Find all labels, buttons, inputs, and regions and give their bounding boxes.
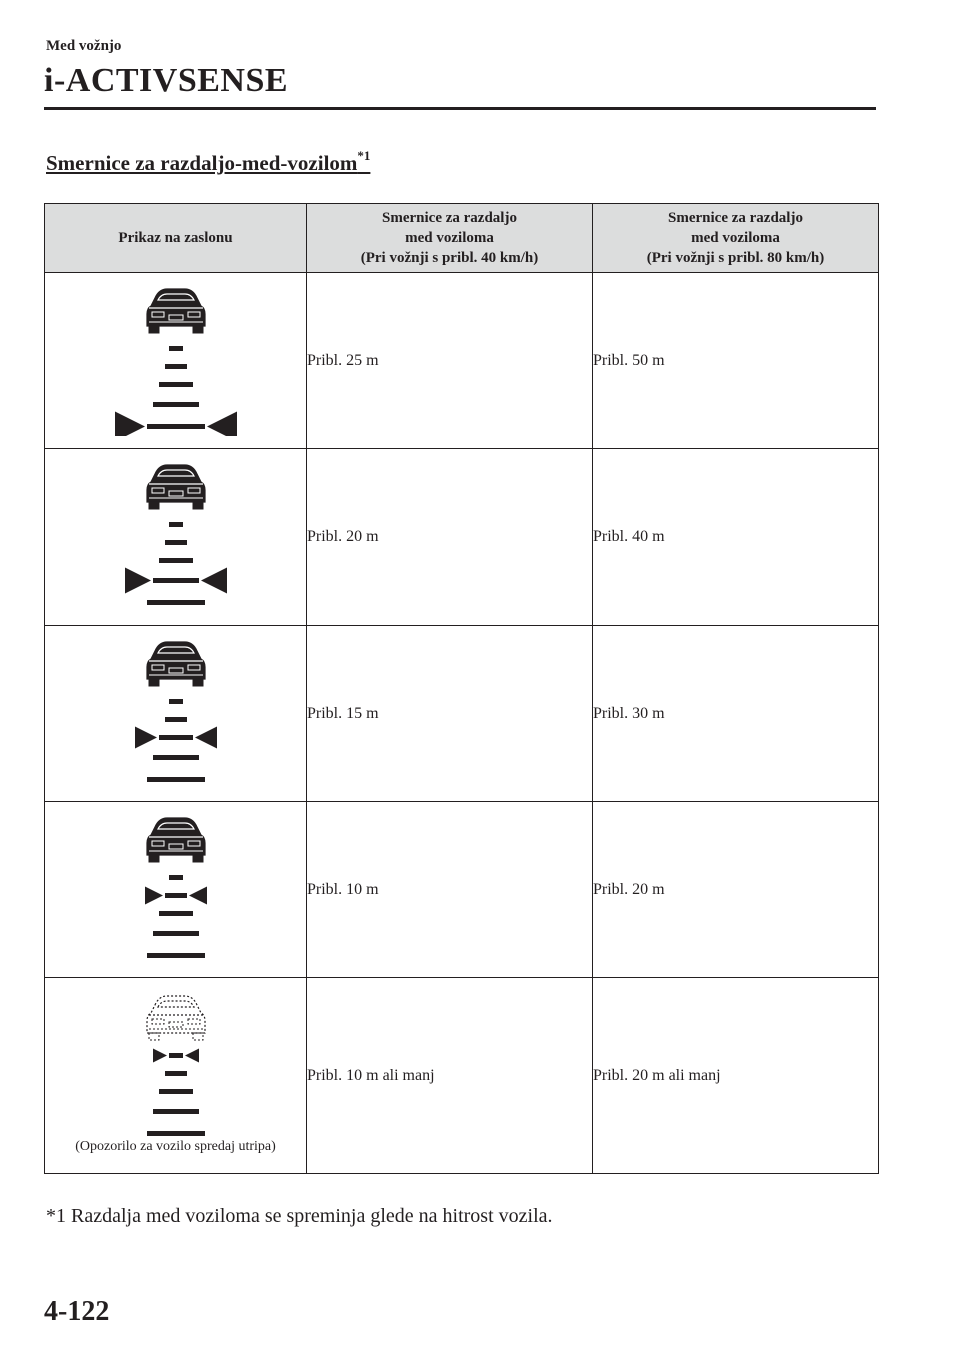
car-icon [147, 289, 205, 333]
page-number: 4-122 [44, 1296, 110, 1327]
header-40kmh [307, 204, 593, 273]
marker-arrow-right-icon [189, 886, 207, 904]
distance-bar [165, 540, 187, 545]
car-wheel-right [193, 326, 203, 333]
header-80-line3: (Pri vožnji s pribl. 80 km/h) [646, 250, 825, 266]
car-icon [147, 465, 205, 509]
distance-indicator-icon [111, 639, 241, 789]
marker-arrow-right-icon [185, 1048, 199, 1062]
distance-indicator-icon [111, 286, 241, 436]
distance-bar [159, 382, 193, 387]
marker-arrow-left-icon [125, 568, 151, 594]
display-icon-cell [45, 978, 307, 1174]
distance-bar [147, 424, 205, 429]
distance-40-cell: Pribl. 10 m [307, 802, 593, 978]
display-icon-cell [45, 273, 307, 449]
distance-40-cell: Pribl. 25 m [307, 273, 593, 449]
distance-bar [147, 777, 205, 782]
section-title: i-ACTIVSENSE [44, 62, 289, 99]
distance-bar [159, 1089, 193, 1094]
distance-bar [165, 1071, 187, 1076]
distance-bar [159, 735, 193, 740]
marker-arrow-left-icon [145, 886, 163, 904]
header-40-line1: Smernice za razdaljo [382, 210, 517, 226]
car-wheel-left [149, 1033, 159, 1040]
table-row [45, 978, 879, 1174]
distance-bar [165, 893, 187, 898]
distance-40-cell: Pribl. 10 m ali manj [307, 978, 593, 1174]
distance-bar [153, 755, 199, 760]
distance-bar [169, 346, 183, 351]
footnote: *1 Razdalja med voziloma se spreminja glede na hitrost vozila. [46, 1205, 553, 1227]
distance-bar [153, 1109, 199, 1114]
distance-80-cell: Pribl. 20 m ali manj [593, 978, 879, 1174]
car-wheel-right [193, 1033, 203, 1040]
distance-bar [153, 578, 199, 583]
distance-bar [153, 931, 199, 936]
chapter-label: Med vožnjo [46, 38, 122, 54]
distance-bar [147, 1131, 205, 1136]
header-80kmh [593, 204, 879, 273]
distance-warning-icon [111, 993, 241, 1143]
distance-bar [169, 875, 183, 880]
distance-bar [147, 600, 205, 605]
distance-bar [159, 558, 193, 563]
header-80-line1: Smernice za razdaljo [668, 210, 803, 226]
car-light-right [188, 1019, 200, 1024]
table-row [45, 273, 879, 449]
table-row [45, 802, 879, 978]
distance-indicator-icon [111, 815, 241, 965]
heading-text: Smernice za razdaljo-med-vozilom [46, 151, 358, 175]
marker-arrow-right-icon [207, 411, 237, 436]
marker-arrow-left-icon [135, 726, 157, 748]
distance-bar [169, 1053, 183, 1058]
car-windshield [158, 1001, 194, 1007]
distance-bar [165, 364, 187, 369]
table-row [45, 449, 879, 626]
marker-arrow-right-icon [201, 568, 227, 594]
header-40-line3: (Pri vožnji s pribl. 40 km/h) [360, 250, 539, 266]
distance-bar [169, 522, 183, 527]
distance-80-cell: Pribl. 50 m [593, 273, 879, 449]
car-outline-icon [147, 996, 205, 1040]
warning-caption: (Opozorilo za vozilo spredaj utripa) [75, 1138, 276, 1154]
car-light-left [152, 1019, 164, 1024]
car-icon [147, 642, 205, 686]
car-wheel-left [149, 326, 159, 333]
distance-bar [159, 911, 193, 916]
header-40-line2: med voziloma [405, 230, 494, 246]
distance-80-cell: Pribl. 30 m [593, 626, 879, 802]
table-header-row [45, 204, 879, 273]
distance-80-cell: Pribl. 40 m [593, 449, 879, 626]
distance-indicator-icon [111, 462, 241, 612]
car-wheel-right [193, 855, 203, 862]
car-icon [147, 818, 205, 862]
distance-bar [169, 699, 183, 704]
display-icon-cell [45, 449, 307, 626]
marker-arrow-left-icon [115, 411, 145, 436]
distance-bar [165, 717, 187, 722]
distance-40-cell: Pribl. 20 m [307, 449, 593, 626]
distance-bar [153, 402, 199, 407]
marker-arrow-left-icon [153, 1048, 167, 1062]
distance-40-cell: Pribl. 15 m [307, 626, 593, 802]
car-plate [169, 1022, 183, 1027]
table-row [45, 626, 879, 802]
header-display-label: Prikaz na zaslonu [118, 230, 233, 246]
car-wheel-left [149, 679, 159, 686]
car-wheel-left [149, 855, 159, 862]
distance-guide-table [44, 203, 879, 1174]
car-wheel-right [193, 679, 203, 686]
header-display [45, 204, 307, 273]
distance-80-cell: Pribl. 20 m [593, 802, 879, 978]
table-heading [46, 150, 370, 176]
car-wheel-left [149, 502, 159, 509]
display-icon-cell [45, 626, 307, 802]
car-wheel-right [193, 502, 203, 509]
header-rule [44, 107, 876, 110]
header-80-line2: med voziloma [691, 230, 780, 246]
display-icon-cell [45, 802, 307, 978]
marker-arrow-right-icon [195, 726, 217, 748]
heading-footnote-ref: *1 [357, 148, 371, 163]
distance-bar [147, 953, 205, 958]
